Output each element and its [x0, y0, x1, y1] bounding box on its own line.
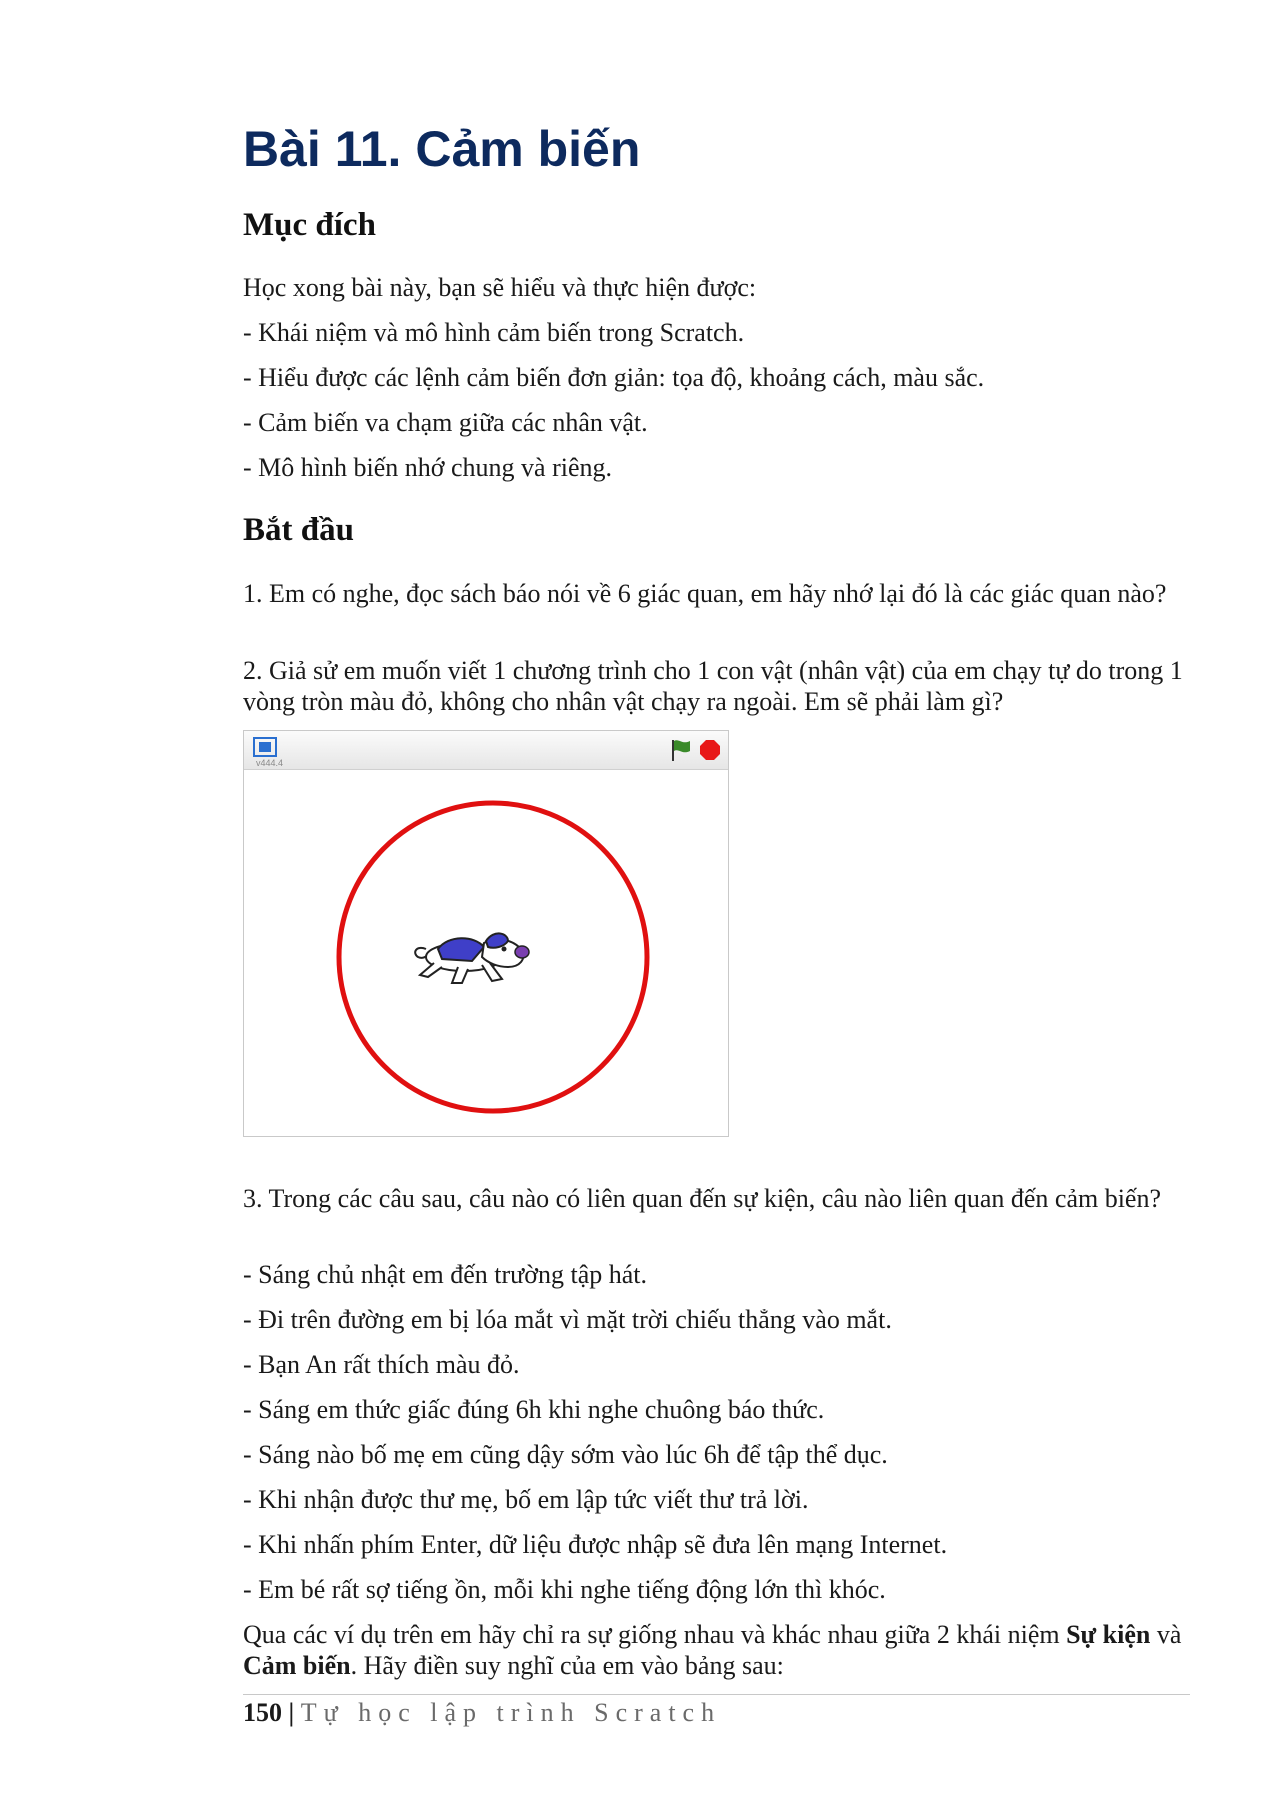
purpose-item: - Mô hình biến nhớ chung và riêng.	[243, 453, 613, 482]
book-title: Tự học lập trình Scratch	[300, 1698, 722, 1727]
stage-toolbar	[244, 731, 728, 770]
q3-item: - Sáng nào bố mẹ em cũng dậy sớm vào lúc 6h để tập thể dục.	[243, 1440, 888, 1469]
stage-canvas	[244, 769, 728, 1136]
start-heading: Bắt đầu	[243, 512, 354, 548]
term-cam-bien: Cảm biến	[243, 1651, 351, 1680]
purpose-item: - Khái niệm và mô hình cảm biến trong Scratch.	[243, 318, 745, 347]
stop-icon[interactable]	[699, 739, 721, 761]
conclusion-text: và	[1150, 1620, 1182, 1649]
scratch-stage	[243, 730, 729, 1137]
conclusion-text: Qua các ví dụ trên em hãy chỉ ra sự giống nhau và khác nhau giữa 2 khái niệm	[243, 1620, 1067, 1649]
purpose-intro: Học xong bài này, bạn sẽ hiểu và thực hiện được:	[243, 273, 757, 302]
green-flag-icon[interactable]	[670, 738, 692, 762]
q3-item: - Sáng chủ nhật em đến trường tập hát.	[243, 1260, 648, 1289]
page-footer	[243, 1698, 721, 1728]
page-title: Bài 11. Cảm biến	[243, 121, 641, 177]
q3-item: - Đi trên đường em bị lóa mắt vì mặt trời chiếu thẳng vào mắt.	[243, 1305, 892, 1334]
version-label: v444.4	[256, 758, 284, 768]
fullscreen-icon[interactable]	[253, 737, 277, 757]
term-su-kien: Sự kiện	[1066, 1620, 1151, 1649]
question-1: 1. Em có nghe, đọc sách báo nói về 6 giác quan, em hãy nhớ lại đó là các giác quan nào?	[243, 579, 1167, 608]
footer-separator: |	[282, 1698, 301, 1727]
question-3: 3. Trong các câu sau, câu nào có liên quan đến sự kiện, câu nào liên quan đến cảm biến?	[243, 1184, 1162, 1213]
q3-item: - Khi nhận được thư mẹ, bố em lập tức viết thư trả lời.	[243, 1485, 809, 1514]
q3-item: - Bạn An rất thích màu đỏ.	[243, 1350, 520, 1379]
dog-sprite[interactable]	[415, 933, 529, 983]
purpose-heading: Mục đích	[243, 207, 376, 243]
q3-item: - Sáng em thức giấc đúng 6h khi nghe chuông báo thức.	[243, 1395, 825, 1424]
q3-item: - Em bé rất sợ tiếng ồn, mỗi khi nghe tiếng động lớn thì khóc.	[243, 1575, 886, 1604]
conclusion-paragraph	[243, 1619, 1183, 1681]
page-number: 150	[243, 1698, 282, 1727]
q3-item: - Khi nhấn phím Enter, dữ liệu được nhập sẽ đưa lên mạng Internet.	[243, 1530, 948, 1559]
question-2: 2. Giả sử em muốn viết 1 chương trình cho 1 con vật (nhân vật) của em chạy tự do trong 1 vòng tròn màu đỏ, không cho nhân vật chạy ra ngoài. Em sẽ phải làm gì?	[243, 656, 1183, 716]
purpose-item: - Cảm biến va chạm giữa các nhân vật.	[243, 408, 648, 437]
footer-divider	[243, 1694, 1190, 1695]
conclusion-text: . Hãy điền suy nghĩ của em vào bảng sau:	[350, 1651, 784, 1680]
purpose-item: - Hiểu được các lệnh cảm biến đơn giản: tọa độ, khoảng cách, màu sắc.	[243, 363, 985, 392]
